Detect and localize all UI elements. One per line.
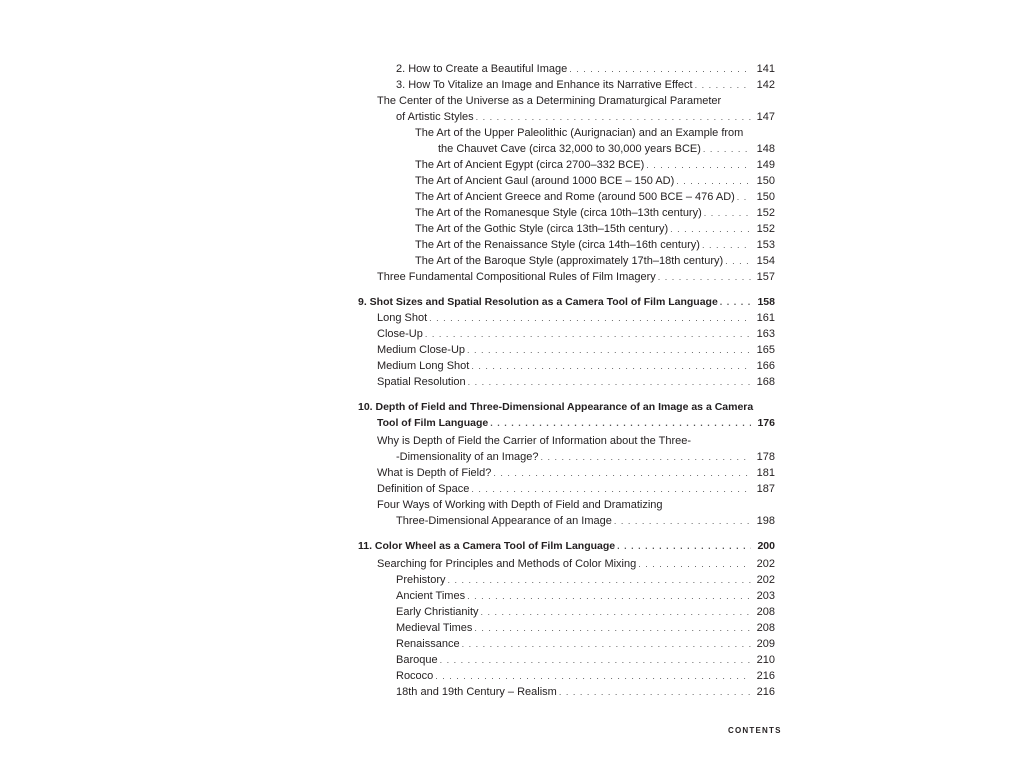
toc-entry-title: Searching for Principles and Methods of Color Mixing: [377, 558, 637, 570]
toc-entry: [358, 652, 775, 668]
dot-leader: [646, 157, 751, 173]
toc-entry: [358, 253, 775, 269]
dot-leader: [476, 109, 751, 125]
toc-chapter: [358, 415, 775, 431]
toc-entry: [358, 684, 775, 700]
dot-leader: [737, 189, 751, 205]
toc-entry: [358, 77, 775, 93]
dot-leader: [467, 588, 751, 604]
toc-entry: [358, 221, 775, 237]
toc-entry: [358, 173, 775, 189]
dot-leader: [471, 358, 751, 374]
dot-leader: [658, 269, 751, 285]
dot-leader: [467, 342, 751, 358]
toc-entry-title: Rococo: [396, 670, 434, 682]
toc-page-number: 208: [756, 606, 775, 618]
toc-page-number: 198: [756, 515, 775, 527]
dot-leader: [429, 310, 751, 326]
dot-leader: [493, 465, 751, 481]
toc-page-number: 149: [756, 159, 775, 171]
toc-page-number: 200: [757, 540, 775, 552]
dot-leader: [704, 205, 751, 221]
toc-page-number: 157: [756, 271, 775, 283]
toc-entry-title: Close-Up: [377, 328, 423, 340]
toc-entry: [358, 141, 775, 157]
toc-entry-title: of Artistic Styles: [396, 111, 474, 123]
toc-page-number: 158: [757, 296, 775, 308]
dot-leader: [676, 173, 751, 189]
toc-entry: [358, 588, 775, 604]
dot-leader: [720, 294, 751, 310]
toc-entry-title: Early Christianity: [396, 606, 479, 618]
dot-leader: [471, 481, 751, 497]
toc-page-number: 152: [756, 207, 775, 219]
toc-page-number: 142: [756, 79, 775, 91]
toc-entry-title-line1: Four Ways of Working with Depth of Field and Dramatizing: [377, 499, 663, 511]
toc-page-number: 181: [756, 467, 775, 479]
toc-page-number: 163: [756, 328, 775, 340]
toc-entry-title: Three Fundamental Compositional Rules of Film Imagery: [377, 271, 656, 283]
running-footer: CONTENTS: [728, 726, 782, 735]
toc-entry-title: the Chauvet Cave (circa 32,000 to 30,000 years BCE): [438, 143, 701, 155]
section-gap: [358, 529, 775, 538]
dot-leader: [481, 604, 751, 620]
dot-leader: [474, 620, 751, 636]
toc-entry-title: The Art of the Romanesque Style (circa 10th–13th century): [415, 207, 702, 219]
toc-page-number: 161: [756, 312, 775, 324]
toc-page-number: 187: [756, 483, 775, 495]
dot-leader: [540, 449, 751, 465]
section-gap: [358, 390, 775, 399]
toc-entry: [358, 326, 775, 342]
toc-chapter-title: 11. Color Wheel as a Camera Tool of Film Language: [358, 540, 616, 552]
toc-entry: [358, 465, 775, 481]
dot-leader: [490, 415, 751, 431]
toc-page-number: 152: [756, 223, 775, 235]
toc-page-number: 216: [756, 686, 775, 698]
toc-page-number: 153: [756, 239, 775, 251]
toc-entry: [358, 358, 775, 374]
dot-leader: [614, 513, 751, 529]
toc-chapter-title-line1: 10. Depth of Field and Three-Dimensional Appearance of an Image as a Camera: [358, 401, 754, 413]
toc-entry: [358, 205, 775, 221]
dot-leader: [425, 326, 751, 342]
toc-page-number: 141: [756, 63, 775, 75]
toc-entry: [358, 342, 775, 358]
toc-page-number: 210: [756, 654, 775, 666]
dot-leader: [638, 556, 751, 572]
toc-page-number: 147: [756, 111, 775, 123]
toc-page-number: 209: [756, 638, 775, 650]
toc-entry: [358, 374, 775, 390]
toc-entry-title: Medieval Times: [396, 622, 473, 634]
toc-entry-title: The Art of the Gothic Style (circa 13th–15th century): [415, 223, 669, 235]
toc-entry: [358, 310, 775, 326]
toc-page-number: 154: [756, 255, 775, 267]
toc-entry: [358, 572, 775, 588]
toc-page-number: 150: [756, 191, 775, 203]
toc-entry: [358, 556, 775, 572]
toc-entry: [358, 481, 775, 497]
table-of-contents: [358, 61, 775, 700]
toc-entry-title: -Dimensionality of an Image?: [396, 451, 539, 463]
toc-page-number: 150: [756, 175, 775, 187]
toc-entry-title: The Art of Ancient Egypt (circa 2700–332 BCE): [415, 159, 645, 171]
dot-leader: [725, 253, 751, 269]
toc-page-number: 178: [756, 451, 775, 463]
toc-page-number: 176: [757, 417, 775, 429]
toc-entry-title: Ancient Times: [396, 590, 466, 602]
section-gap: [358, 285, 775, 294]
dot-leader: [440, 652, 751, 668]
dot-leader: [702, 237, 751, 253]
toc-page-number: 202: [756, 558, 775, 570]
toc-entry-title: Three-Dimensional Appearance of an Image: [396, 515, 612, 527]
toc-chapter: [358, 538, 775, 554]
toc-entry: [358, 157, 775, 173]
toc-entry-title-line1: The Art of the Upper Paleolithic (Aurignacian) and an Example from: [415, 127, 744, 139]
dot-leader: [617, 538, 751, 554]
toc-entry-title: The Art of Ancient Greece and Rome (around 500 BCE – 476 AD): [415, 191, 735, 203]
toc-page-number: 216: [756, 670, 775, 682]
toc-entry: [358, 668, 775, 684]
toc-entry: [358, 620, 775, 636]
toc-entry: [358, 604, 775, 620]
toc-entry-title: 2. How to Create a Beautiful Image: [396, 63, 568, 75]
toc-page-number: 202: [756, 574, 775, 586]
dot-leader: [462, 636, 751, 652]
toc-entry-title: Baroque: [396, 654, 438, 666]
toc-entry: [358, 449, 775, 465]
toc-entry-title: Renaissance: [396, 638, 460, 650]
toc-entry-title: The Art of the Renaissance Style (circa 14th–16th century): [415, 239, 700, 251]
dot-leader: [559, 684, 751, 700]
toc-page-number: 208: [756, 622, 775, 634]
toc-entry-title: Definition of Space: [377, 483, 470, 495]
dot-leader: [670, 221, 751, 237]
toc-chapter-title: Tool of Film Language: [377, 417, 489, 429]
toc-page-number: 203: [756, 590, 775, 602]
dot-leader: [468, 374, 751, 390]
dot-leader: [569, 61, 751, 77]
toc-entry-title: Medium Close-Up: [377, 344, 466, 356]
toc-entry-title-line1: The Center of the Universe as a Determining Dramaturgical Parameter: [377, 95, 722, 107]
toc-page-number: 148: [756, 143, 775, 155]
toc-page-number: 165: [756, 344, 775, 356]
dot-leader: [448, 572, 751, 588]
toc-entry: [358, 513, 775, 529]
toc-entry-title: What is Depth of Field?: [377, 467, 492, 479]
dot-leader: [435, 668, 751, 684]
toc-entry: [358, 636, 775, 652]
toc-entry-title: Long Shot: [377, 312, 428, 324]
dot-leader: [703, 141, 751, 157]
toc-entry-title: The Art of Ancient Gaul (around 1000 BCE – 150 AD): [415, 175, 675, 187]
dot-leader: [695, 77, 751, 93]
toc-entry-title: The Art of the Baroque Style (approximately 17th–18th century): [415, 255, 724, 267]
toc-entry-title: 3. How To Vitalize an Image and Enhance its Narrative Effect: [396, 79, 693, 91]
toc-entry-title-line1: Why is Depth of Field the Carrier of Information about the Three-: [377, 435, 692, 447]
toc-entry: [358, 109, 775, 125]
toc-page-number: 166: [756, 360, 775, 372]
toc-entry: [358, 237, 775, 253]
toc-page-number: 168: [756, 376, 775, 388]
toc-entry-title: Spatial Resolution: [377, 376, 466, 388]
toc-entry-title: 18th and 19th Century – Realism: [396, 686, 557, 698]
toc-entry-title: Medium Long Shot: [377, 360, 470, 372]
toc-entry-title: Prehistory: [396, 574, 446, 586]
toc-entry: [358, 269, 775, 285]
toc-chapter-title: 9. Shot Sizes and Spatial Resolution as a Camera Tool of Film Language: [358, 296, 718, 308]
toc-entry: [358, 61, 775, 77]
toc-entry: [358, 189, 775, 205]
toc-chapter: [358, 294, 775, 310]
